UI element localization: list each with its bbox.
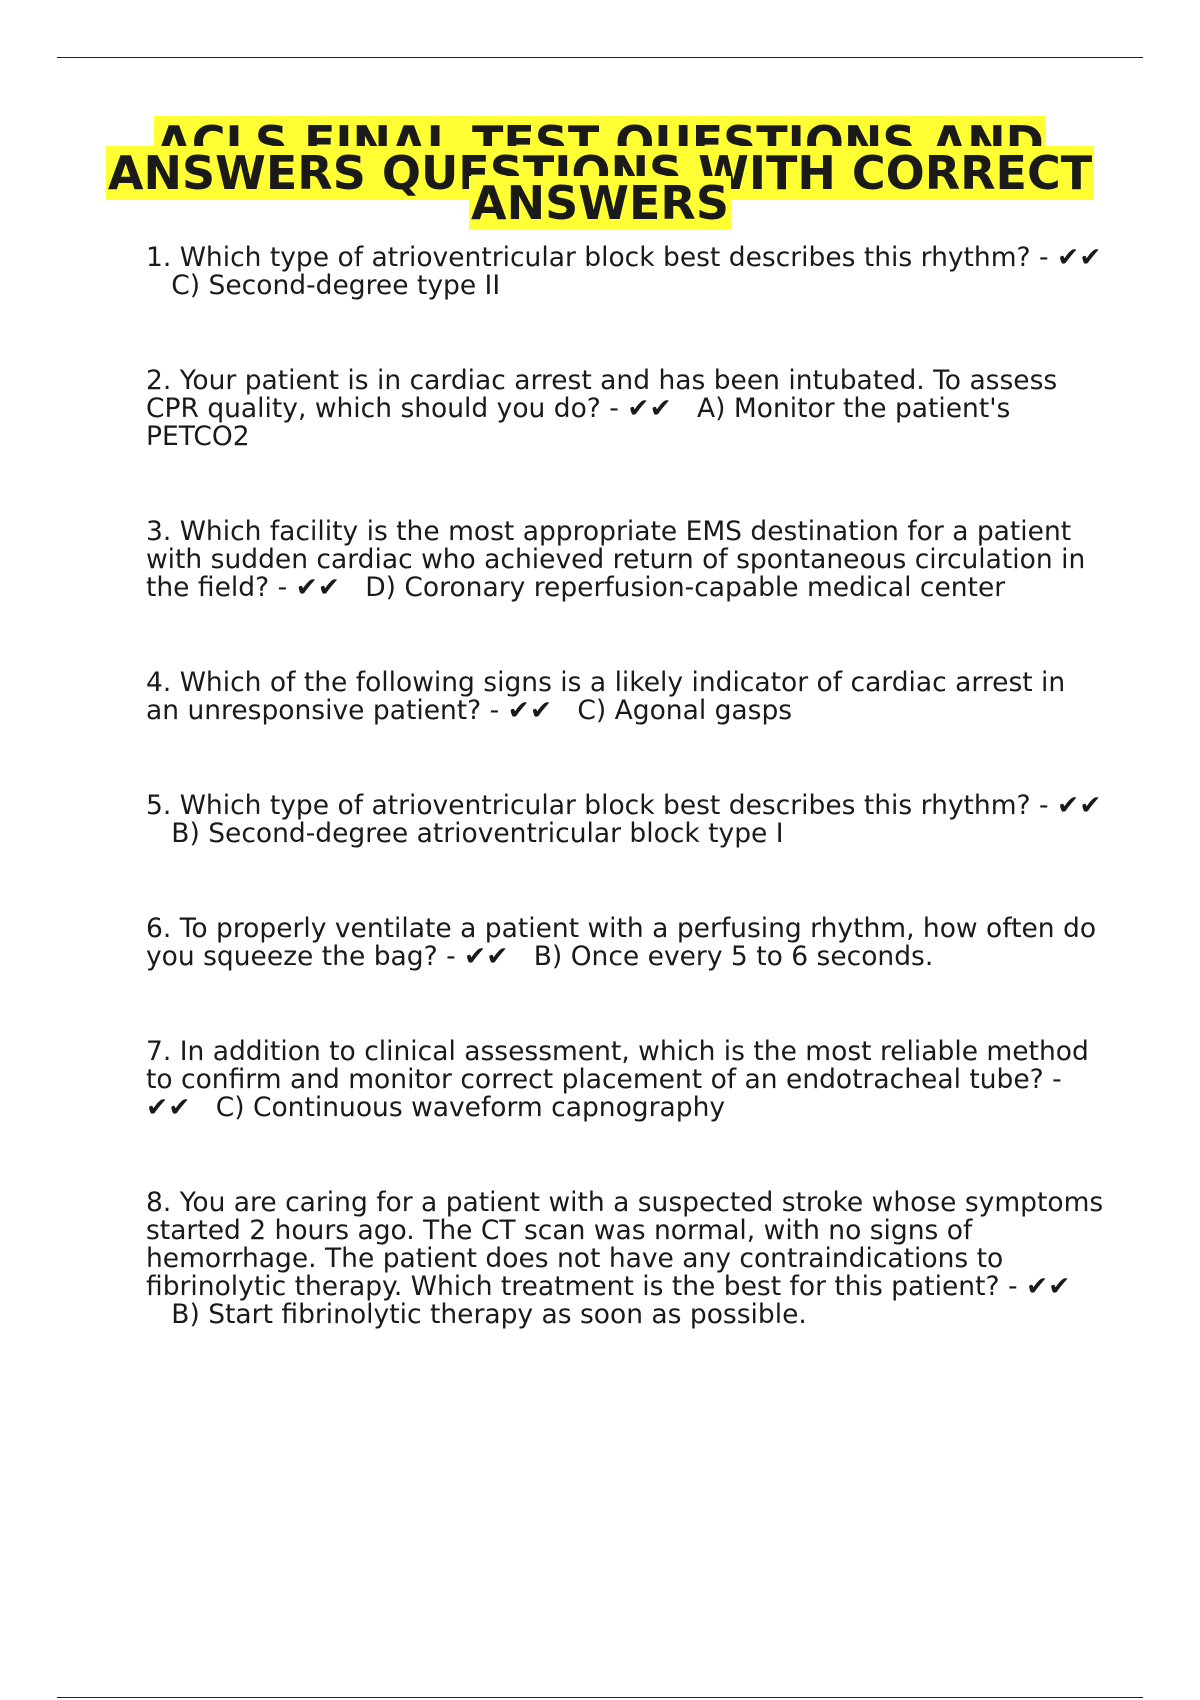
- answer-text: D) Coronary reperfusion-capable medical center: [365, 572, 1006, 603]
- question-text: 5. Which type of atrioventricular block best describes this rhythm? - ✔✔: [146, 790, 1102, 821]
- document-title-text: ACLS FINAL TEST QUESTIONS AND ANSWERS QUESTIONS WITH CORRECT ANSWERS: [107, 116, 1093, 230]
- document-title: [80, 116, 1120, 230]
- question-item-3: [146, 518, 1106, 602]
- question-item-1: [146, 244, 1106, 300]
- question-text: 4. Which of the following signs is a likely indicator of cardiac arrest in an unresponsive patient? - ✔✔: [146, 667, 1066, 726]
- answer-text: B) Start fibrinolytic therapy as soon as possible.: [171, 1299, 807, 1330]
- question-item-4: [146, 669, 1106, 725]
- answer-text: B) Second-degree atrioventricular block type I: [171, 818, 784, 849]
- question-item-6: [146, 915, 1106, 971]
- question-text: 7. In addition to clinical assessment, which is the most reliable method to confirm and monitor correct placement of an endotracheal tube? - ✔✔: [146, 1036, 1089, 1123]
- question-text: 6. To properly ventilate a patient with a perfusing rhythm, how often do you squeeze the bag? - ✔✔: [146, 913, 1097, 972]
- question-text: 1. Which type of atrioventricular block best describes this rhythm? - ✔✔: [146, 242, 1102, 273]
- answer-text: C) Agonal gasps: [577, 695, 793, 726]
- question-item-7: [146, 1038, 1106, 1122]
- answer-text: A) Monitor the patient's PETCO2: [146, 393, 1011, 452]
- header-rule: [57, 57, 1143, 58]
- answer-text: C) Second-degree type II: [171, 270, 501, 301]
- question-text: 3. Which facility is the most appropriate EMS destination for a patient with sudden cardiac who achieved return of spontaneous circulation in the field? - ✔✔: [146, 516, 1086, 603]
- question-item-8: [146, 1189, 1106, 1329]
- footer-rule: [57, 1697, 1143, 1698]
- answer-text: C) Continuous waveform capnography: [215, 1092, 726, 1123]
- question-item-2: [146, 367, 1106, 451]
- answer-text: B) Once every 5 to 6 seconds.: [533, 941, 934, 972]
- question-item-5: [146, 792, 1106, 848]
- question-list: [146, 244, 1106, 1329]
- question-text: 8. You are caring for a patient with a suspected stroke whose symptoms started 2 hours ago. The CT scan was normal, with no signs of hemorrhage. The patient does not have any contraindications to fibrinolytic therapy. Which treatment is the best for this patient? - ✔✔: [146, 1187, 1104, 1302]
- question-text: 2. Your patient is in cardiac arrest and has been intubated. To assess CPR quality, which should you do? - ✔✔: [146, 365, 1058, 424]
